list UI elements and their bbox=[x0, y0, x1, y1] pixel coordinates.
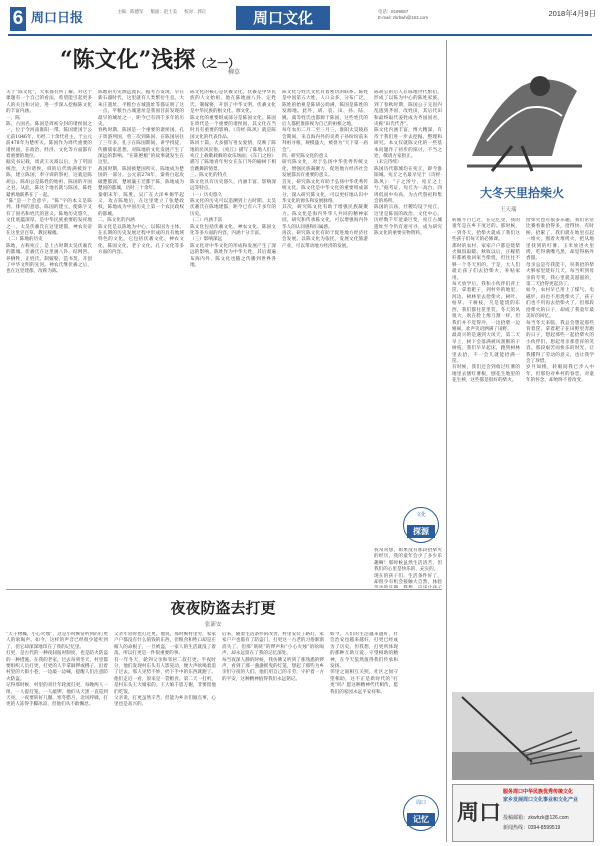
rake-photo bbox=[452, 692, 594, 780]
article2-col1: “天干物燥，小心火烛”，这是小时候常听到的打更人的吆喝声。如今，这样的声音已经很少能听到了，但它却深深地印在了我的记忆里。 打更，是古代的一种夜间报时制度，也是防火防盗的一种措施。在我的老家，过去每到冬天，村里都要组织人员打更。打更的人手拿铜锣或梆子，沿着村里的大街小巷，一边敲一边喊，提醒人们注意防火防盗。 记得那时候，村里的青壮年轮流打更，每晚两人一组，一人提灯笼，一人敲锣。他们从天黑一直巡到天亮，一夜要转好几圈。寒冬腊月，北风呼啸，打更的人冻得手脚冰凉，但他们从不敢懈怠。 bbox=[6, 632, 108, 708]
woodcut-illustration bbox=[452, 46, 594, 178]
contact-line: E-mail: zkrbwh@163.com bbox=[378, 15, 429, 20]
article3-col2: 拾柴火也有很多乐趣。我们常常比赛看谁拾得多，拾得快。有时候，拾累了，我们就在地里点起一堆火，围着火堆烤火，把从地里找到的红薯、玉米放进火里烤，吃得满嘴乌黑，却觉得格外香甜。 母亲总是夸我能干，说我拾的柴火够家里烧好几天。每当听到母亲的夸奖，我心里就美滋滋的，第二天拾得更起劲了。 如今，农村早已用上了煤气、电磁炉，再也不用烧柴火了，孩子们也不用再去拾柴火了。但那段拾柴火的日子，却成了我童年最美好的回忆。 每当冬天来临，我总会想起那些背着筐、拿着耙子在田野里奔跑的日子，想起那些一起拾柴火的小伙伴们，想起母亲那慈祥的笑容。那段艰苦而快乐的时光，让我懂得了劳动的意义，也让我学会了珍惜。 岁月如梭，转眼间我已步入中年，但那份对乡村的眷恋，对童年的怀念，却始终不曾改变。 bbox=[526, 218, 594, 384]
article2-col2: 父亲年轻时也打过更。他说，那时候村里穷，家家户户都没有什么值钱的东西，但粮食和牲口却是庄稼人的命根子，一旦被盗，一家人的生活就没了着落。所以打更是一件很重要的事。 有一年冬天，轮到父亲和邻居二叔打更。半夜时分，他们发现村东头有人影晃动，便大声吆喝着追了过去。那人见势不妙，扔下手中的东西就跑了。他们走近一看，原来是一袋粮食。第二天一打听，是村东头王大娘家的。王大娘千恩万谢，非要留他们吃饭。 父亲说，打更虽然辛苦，但能为乡亲们做点事，心里也是高兴的。 bbox=[114, 632, 216, 708]
ad-hotline: 新闻热线：0394-8599519 bbox=[503, 825, 561, 831]
column-divider bbox=[446, 40, 447, 842]
ad-slogan-2: 家乡发展周口文化事业和文化产业 bbox=[503, 797, 579, 803]
article1-title-main: “陈文化”浅探 bbox=[60, 47, 196, 73]
badge-sub: 周口 bbox=[415, 800, 426, 806]
contact-info bbox=[378, 9, 518, 21]
section-title: 周口文化 bbox=[236, 6, 330, 30]
article2-col4: 如今，人们的生活越来越好，社会治安也越来越好，打更已经成为了历史。但我想，打更所体现的那种互助互爱、守望相助的精神，在今天依然值得我们传承和发扬。 邻里之间相互关照，社区之间守望相助，这不正是新时代的“打更”吗？愿这种精神代代相传，愿我们的家园永远平安祥和。 bbox=[330, 632, 398, 695]
badge-label: 探源 bbox=[407, 525, 435, 538]
section-badge-tanyuan bbox=[403, 507, 439, 543]
article1-col1: 关于“陈文化”，大家都有所了解。对这个课题有一个自己的看法，希望能引起更多人的关注和讨论，进一步深入挖掘陈文化的丰富内涵。 一、陈 陈，古国名。陈国是周初分封的诸侯国之一，位于今河南淮阳一带。陈国建国于公元前1046年，历经二十余代君主，于公元前478年为楚所灭。陈国作为周代重要的诸侯国，在政治、经济、文化等方面都有着重要的地位。 据史书记载，周武王灭商以后，为了巩固统治，大封诸侯。舜的后代妫满被封于陈，建立陈国，奉守舜的祭祀，这就是陈胡公。陈胡公是陈姓的始祖，陈国的开国之君。从此，陈这个地名就与陈国、陈姓紧密地联系在了一起。 “陈”是一个会意字。“陈”字的本义是陈列、排列的意思。陈国的建立，使陈字又有了国名和姓氏的意义。陈地历史悠久，文化底蕴深厚，是中华民族重要的发祥地之一。太昊伏羲氏在这里建都，神农炎帝在这里尝百草、教民稼穑。 （二）陈地的历史 陈地，古称宛丘，是上古时期太昊伏羲氏的都城。伏羲氏在这里画八卦、结网罟、养牺牲、正姓氏、制嫁娶、造书契，开创了中华文明的先河。神农氏继伏羲之后，也在这里建都，改称为陈。 bbox=[6, 90, 92, 275]
article3-col1: 转眼半百已过，在记忆里，我的童年是在乡下度过的。那时候，一到冬天，拾柴火就成了我们这些孩子们每天的必修课。 那时的农村，家家户户都是烧柴火做饭取暖。秋收以后，庄稼秸秆都被收回家当柴烧，但往往不够一个冬天用的。于是，大人们就让孩子们去拾柴火，补贴家用。 每天放学后，我和小伙伴们背上筐，拿着耙子，到村外的地里、河边、树林里去拾柴火。树叶、枯草、干树枝，凡是能烧的东西，我们都往筐里装。冬天的风很大，吹在脸上像刀割一样，但我们并不觉得冷，一边拾柴一边嬉闹，欢声笑语洒满了田野。 最高兴的是遇到大风天，第二天早上，树下会落满被风刮断的干树枝，我们早早起床，跑到树林里去拾，不一会儿就能拾满一筐。 有时候，我们还会到收过红薯的地里去刨红薯根，刨花生地里的花生秧，这些都是很好的柴火。 bbox=[452, 218, 520, 384]
article3-author: 王天瑞 bbox=[500, 207, 517, 213]
article2-author: 张新安 bbox=[205, 622, 222, 628]
article2-title: 夜夜防盗去打更 bbox=[170, 599, 276, 617]
ad-logo: 周口 bbox=[457, 800, 502, 826]
editor-line: 版面：赵士美 bbox=[150, 9, 177, 14]
masthead-rule bbox=[8, 34, 592, 36]
advertisement-box bbox=[452, 784, 594, 842]
section-badge-jiyi bbox=[403, 795, 439, 831]
editor-line: 校对：郭正 bbox=[184, 9, 207, 14]
article1-title-suffix: （之一） bbox=[195, 57, 240, 70]
ad-slogan-1: 服务周口中华民族优秀传统文化 bbox=[503, 789, 574, 795]
editor-info bbox=[117, 9, 229, 15]
article1-col4: 陈文化与姓氏文化有着密切的联系。陈姓是中国第五大姓，人口众多，分布广泛。陈姓的始祖是陈胡公妫满，陈国是陈姓的发源地。此外，胡、袁、田、孙、陆、姚、虞等姓氏也都源于陈国，这些姓氏的后人都把淮阳视为自己的祖根之地。 每年农历二月二至三月三，淮阳太昊陵庙会期间，来自海内外的炎黄子孙纷纷前来拜祖寻根，规模盛大，被誉为“天下第一庙会”。 四、研究陈文化的意义 研究陈文化，对于弘扬中华优秀传统文化、增强民族凝聚力、促进地方经济社会发展都具有重要的意义。 首先，研究陈文化有助于弘扬中华优秀传统文化。陈文化是中华文化的重要组成部分，深入研究陈文化，可以更好地认识中华文化的源头和发展脉络。 其次，研究陈文化有助于增强民族凝聚力。陈文化是海内外华人共同的精神家园，研究和传承陈文化，可以增强海内外华人的认同感和归属感。 再次，研究陈文化有助于促进地方经济社会发展。以陈文化为依托，发展文化旅游产业，可以带动地方经济的发展。 bbox=[282, 90, 368, 249]
article3-title: 大冬天里拾柴火 bbox=[479, 186, 564, 200]
badge-label: 记忆 bbox=[407, 813, 435, 826]
article1-author: 柳草 bbox=[228, 69, 241, 76]
article1-col3: 陈文化的核心是伏羲文化。伏羲是中华民族的人文始祖，他在陈地画八卦、定姓氏、制嫁娶，开创了中华文明。伏羲文化是中华民族的根文化、源文化。 陈文化的重要组成部分是陈国文化。陈国在周代是一个重要的诸侯国，其文化在当时具有重要的影响。《诗经·陈风》就是陈国文化的代表作品。 陈风十篇，大多描写男女爱情，反映了陈地的民风民俗。《宛丘》描写了陈地人们在宛丘上载歌载舞的欢乐场面；《东门之枌》描写了陈地青年男女在东门外的榆树下相会跳舞的情景。 三、陈文化的特点 陈文化具有历史悠久、内涵丰富、影响深远等特点。 （一）历史悠久 陈文化的历史可以追溯到上古时期。太昊伏羲氏在陈地建都，距今已有六千多年的历史。 （二）内涵丰富 陈文化包括伏羲文化、神农文化、陈国文化等多方面的内容，内涵十分丰富。 （三）影响深远 陈文化对中华文化的形成和发展产生了深远的影响。陈姓作为中华大姓，其后裔遍布海内外，陈文化也随之传播到世界各地。 bbox=[190, 90, 276, 268]
badge-sub: 文化 bbox=[415, 512, 426, 518]
article1-title bbox=[60, 46, 300, 78]
ad-email: 投稿邮箱：zkwhzk@126.com bbox=[503, 815, 569, 821]
contact-line: 电话：8199557 bbox=[378, 9, 409, 14]
article3-col3: 我常常想，如果没有那段拾柴火的经历，我的童年会少了多少乐趣啊！那时候虽然生活清苦，但我们的心里是快乐的、充实的。 现在的孩子们，生活条件好了，却很少有机会接触大自然，体验 bbox=[374, 548, 442, 586]
section-divider bbox=[6, 589, 442, 590]
editor-line: 主编：陈德军 bbox=[117, 9, 144, 14]
article1-col2: 陈地的历史源远流长。据考古发现，早在新石器时代，这里就有人类繁衍生息。大朱庄遗址、平粮台古城遗址等都证明了这一点。平粮台古城遗址是我国目前发现的最早的城址之一，距今已有四千多年的历史。 春秋时期，陈国是一个重要的诸侯国。孔子周游列国，曾三次到陈国，在陈国居住了三年多。孔子在陈国期间，讲学授徒，传播儒家思想，对陈地的文化发展产生了深远的影响。“在陈绝粮”的故事就发生在这里。 战国时期，陈国被楚国所灭，陈地成为楚国的一部分。公元前278年，秦将白起攻破楚都郢，楚顷襄王迁都于陈，陈地成为楚国的都城，历时三十余年。 秦朝末年，陈胜、吴广在大泽乡揭竿起义，攻占陈地后，在这里建立了张楚政权，陈地成为中国历史上第一个农民政权的都城。 二、陈文化的内涵 陈文化是以陈地为中心，以陈国为主体，在长期的历史发展过程中形成的具有地域特色的文化。它包括伏羲文化、神农文化、陈国文化、老子文化、孔子文化等多方面的内容。 bbox=[98, 90, 184, 256]
issue-date: 2018年4月9日 bbox=[548, 9, 596, 18]
newspaper-name: 周口日报 bbox=[31, 11, 84, 26]
masthead bbox=[0, 0, 600, 40]
article1-col5: 陈胡公的后人在陈地世代繁衍，形成了以陈为中心的陈姓家族。到了春秋时期，陈国公子完因内乱逃到齐国，改姓田，其后代田和最终取代姜姓成为齐国国君，史称“田氏代齐”。 陈文化内涵丰富，博大精深，有待于我们进一步去挖掘、整理和研究。本文仅就陈文化的一些基本问题作了初步的探讨，不当之处，敬请方家指正。 （未完待续） 陈国历代都城均在宛丘，即今淮阳城。宛丘之名最早见于《诗经·陈风》：“子之汤兮，宛丘之上兮。”据考证，宛丘为一高台，四周低而中央高，为古代祭祀和集会的场所。 陈国的宗庙、社稷均设于宛丘，这里是陈国的政治、文化中心。历经数千年沧桑巨变，宛丘古城遗址至今仍有迹可寻，成为研究陈文化的重要实物资料。 bbox=[374, 90, 442, 236]
page-number: 6 bbox=[10, 7, 26, 31]
article2-col3: 后来，随着生活条件的改善，村里安装了路灯，家家户户也都有了防盗门，打更这一古老的习俗渐渐消失了。但那“咣咣”的锣声和“小心火烛”的吆喝声，却永远留在了我的记忆深处。 每当夜深人静的时候，我仿佛又听到了那熟悉的锣声，看到了那一盏盏摇曳的灯笼，想起了那些为乡亲们守夜的人们。他们用自己的辛劳，守护着一方的平安，这种精神值得我们永远铭记。 bbox=[222, 632, 324, 682]
